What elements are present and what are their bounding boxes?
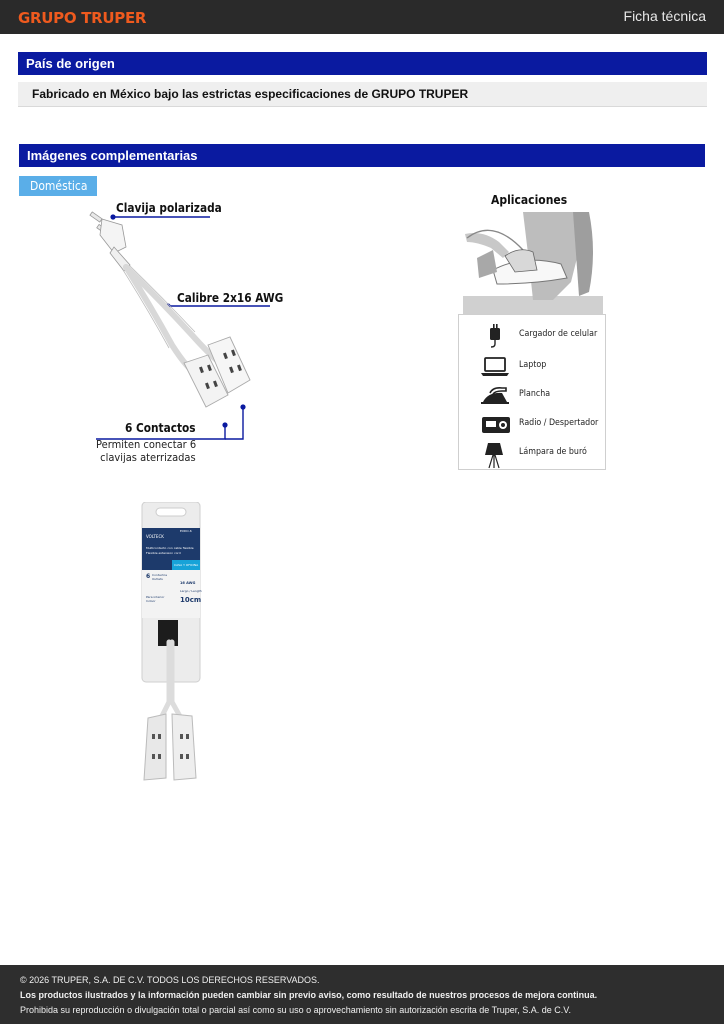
origin-text: Fabricado en México bajo las estrictas especificaciones de GRUPO TRUPER <box>18 82 707 107</box>
app-item-label: Lámpara de buró <box>519 447 587 457</box>
document-type-label: Ficha técnica <box>623 8 706 24</box>
app-item-lamp <box>459 439 607 467</box>
app-item-label: Laptop <box>519 360 547 370</box>
app-item-phone-charger <box>459 321 607 349</box>
iron-icon <box>480 384 512 408</box>
package-count-label-en: Outlets <box>152 577 163 581</box>
package-use: Para interior <box>146 595 165 599</box>
outlets-callout-line-2: clavijas aterrizadas <box>100 451 196 464</box>
outlets-callout-detail <box>96 438 196 464</box>
applications-list <box>458 314 606 470</box>
package-band: CASA Y OFICINA <box>174 563 199 567</box>
footer-notice: Los productos ilustrados y la información pueden cambiar sin previo aviso, como resultado de nuestros procesos de mejora continua. <box>20 990 598 1000</box>
package-length: 10cm <box>180 596 202 604</box>
footer <box>0 965 724 1024</box>
footer-prohibition: Prohibida su reproducción o divulgación total o parcial así como su uso o aprovechamiento sin autorización escrita de Truper, S.A. de C.V. <box>20 1005 571 1015</box>
package-count: 6 <box>146 573 151 580</box>
category-tag: Doméstica <box>19 176 97 196</box>
plug-callout: Clavija polarizada <box>116 201 222 215</box>
radio-alarm-icon <box>480 413 512 437</box>
app-item-iron <box>459 381 607 409</box>
package-length-label: Largo / Length <box>180 589 202 593</box>
product-package-photo <box>136 502 216 784</box>
ironing-illustration <box>463 212 603 314</box>
images-section-header: Imágenes complementarias <box>19 144 705 167</box>
package-gauge: 16 AWG <box>180 581 196 585</box>
package-desc-en: Flexible extension cord <box>146 551 181 555</box>
package-use-en: Indoor <box>146 599 156 603</box>
top-bar <box>0 0 724 34</box>
app-item-label: Radio / Despertador <box>519 418 599 428</box>
package-model: EXDO-6 <box>180 529 192 533</box>
bedside-lamp-icon <box>480 442 508 470</box>
phone-charger-icon <box>480 324 508 348</box>
package-count-label: Contactos <box>152 573 168 577</box>
app-item-radio <box>459 410 607 438</box>
grupo-truper-logo: GRUPO TRUPER <box>18 9 147 27</box>
plug-callout-dot <box>110 214 115 219</box>
app-item-label: Cargador de celular <box>519 329 598 339</box>
gauge-callout: Calibre 2x16 AWG <box>177 291 284 305</box>
footer-copyright: © 2026 TRUPER, S.A. DE C.V. TODOS LOS DERECHOS RESERVADOS. <box>20 975 320 985</box>
outlets-callout-line-1: Permiten conectar 6 <box>96 438 197 451</box>
outlets-callout: 6 Contactos <box>125 421 196 435</box>
outlet-callout-dot-2 <box>240 404 245 409</box>
applications-title: Aplicaciones <box>491 193 568 207</box>
app-item-laptop <box>459 352 607 380</box>
laptop-icon <box>480 355 510 379</box>
package-desc: Multicontacto con cable flexible <box>146 546 194 550</box>
package-brand: VOLTECK <box>146 534 164 539</box>
outlet-callout-dot-1 <box>222 422 227 427</box>
origin-section-header: País de origen <box>18 52 707 75</box>
app-item-label: Plancha <box>519 389 551 399</box>
